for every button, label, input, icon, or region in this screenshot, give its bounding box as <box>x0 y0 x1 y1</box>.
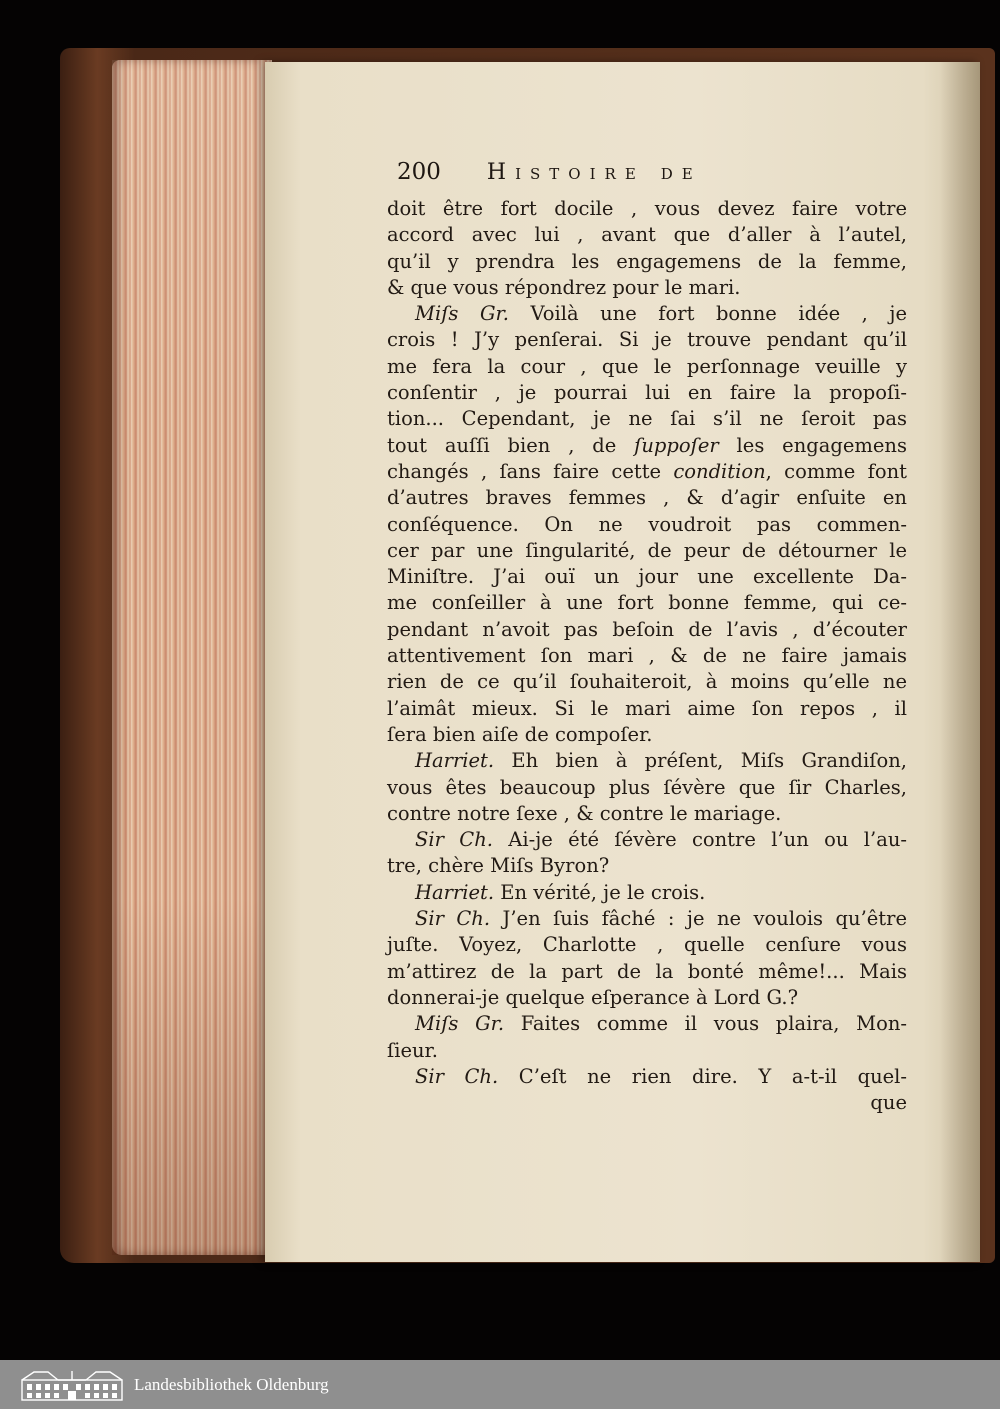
line-text: ſieur. <box>387 1038 438 1062</box>
text-line <box>387 880 907 906</box>
line-text: tre, chère Miſs Byron? <box>387 854 610 878</box>
line-text: juſte. Voyez, Charlotte , quelle cenſure vous <box>387 933 907 957</box>
line-text: tout auſſi bien , de <box>387 433 635 457</box>
text-line <box>387 669 907 695</box>
line-text: En vérité, je le crois. <box>494 880 706 904</box>
speaker-name: Sir Ch. <box>415 1064 499 1088</box>
text-line <box>387 932 907 958</box>
line-text: & que vous répondrez pour le mari. <box>387 275 741 299</box>
text-line <box>387 801 907 827</box>
speaker-name: Harriet. <box>415 749 495 773</box>
line-text: rien de ce qu’il ſouhaiteroit, à moins qu’elle ne <box>387 670 907 694</box>
line-text: d’autres braves femmes , & d’agir enſuite en <box>387 486 907 510</box>
line-text: m’attirez de la part de la bonté même!... Mais <box>387 959 907 983</box>
text-line <box>387 196 907 222</box>
speaker-name: Miſs Gr. <box>415 302 509 326</box>
line-text: crois ! J’y penſerai. Si je trouve pendant qu’il <box>387 328 907 352</box>
text-line <box>387 249 907 275</box>
text-line <box>387 1011 907 1037</box>
line-text: changés , ſans faire cette <box>387 459 674 483</box>
text-line <box>387 696 907 722</box>
text-line <box>387 564 907 590</box>
line-text: me conſeiller à une fort bonne femme, qui ce- <box>387 591 907 615</box>
text-line <box>387 301 907 327</box>
line-text: les engagemens <box>718 433 907 457</box>
speaker-name: ſuppoſer <box>634 433 719 457</box>
text-line <box>387 354 907 380</box>
footer-bar <box>0 1360 1000 1409</box>
line-text: J’en ſuis fâché : je ne voulois qu’être <box>490 907 907 931</box>
text-line <box>387 722 907 748</box>
line-text: C’eſt ne rien dire. Y a-t-il quel- <box>498 1064 908 1088</box>
text-line <box>387 775 907 801</box>
running-title: Histoire de <box>486 160 702 185</box>
line-text: donnerai-je quelque eſperance à Lord G.? <box>387 985 799 1009</box>
text-line <box>387 748 907 774</box>
text-line <box>387 1064 907 1090</box>
text-line <box>387 827 907 853</box>
text-line <box>387 275 907 301</box>
line-text: , comme font <box>765 459 907 483</box>
line-text: Eh bien à préſent, Miſs Grandiſon, <box>494 749 907 773</box>
book-page <box>265 62 980 1262</box>
line-text: doit être fort docile , vous devez faire votre <box>387 197 907 220</box>
line-text: ſera bien aiſe de compoſer. <box>387 722 653 746</box>
speaker-name: Harriet. <box>415 880 495 904</box>
text-line <box>387 617 907 643</box>
line-text: me fera la cour , que le perſonnage veuille y <box>387 354 907 378</box>
line-text: attentivement ſon mari , & de ne faire jamais <box>387 644 907 668</box>
text-line <box>387 433 907 459</box>
text-line <box>387 380 907 406</box>
text-line <box>387 906 907 932</box>
line-text: Miniſtre. J’ai ouï un jour une excellente Da- <box>387 565 907 589</box>
line-text: pendant n’avoit pas beſoin de l’avis , d’écouter <box>387 617 907 641</box>
library-building-icon <box>20 1368 124 1402</box>
text-line <box>387 406 907 432</box>
running-header <box>397 159 807 185</box>
line-text: tion... Cependant, je ne ſai s’il ne ſeroit pas <box>387 407 907 431</box>
line-text: l’aimât mieux. Si le mari aime ſon repos , il <box>387 696 907 720</box>
text-line <box>387 538 907 564</box>
page-edges <box>112 60 272 1255</box>
page-number: 200 <box>397 159 441 185</box>
text-line <box>387 512 907 538</box>
text-line <box>387 643 907 669</box>
text-line <box>387 222 907 248</box>
line-text: conſentir , je pourrai lui en faire la propoſi- <box>387 381 907 405</box>
speaker-name: Miſs Gr. <box>415 1012 505 1036</box>
line-text: que <box>870 1091 907 1115</box>
text-line <box>387 485 907 511</box>
library-name: Landesbibliothek Oldenburg <box>134 1374 329 1394</box>
line-text: Faites comme il vous plaira, Mon- <box>504 1012 907 1036</box>
speaker-name: Sir Ch. <box>415 828 493 852</box>
line-text: qu’il y prendra les engagemens de la femme, <box>387 249 907 273</box>
text-line <box>387 985 907 1011</box>
text-line <box>387 1090 907 1116</box>
text-line <box>387 959 907 985</box>
line-text: Voilà une fort bonne idée , je <box>508 302 907 326</box>
text-line <box>387 459 907 485</box>
line-text: cer par une ſingularité, de peur de détourner le <box>387 538 907 562</box>
line-text: Ai-je été ſévère contre l’un ou l’au- <box>492 828 907 852</box>
gutter-shadow <box>940 62 980 1262</box>
line-text: accord avec lui , avant que d’aller à l’autel, <box>387 223 907 247</box>
text-line <box>387 1038 907 1064</box>
line-text: conſéquence. On ne voudroit pas commen- <box>387 512 907 536</box>
line-text: contre notre ſexe , & contre le mariage. <box>387 801 782 825</box>
text-line <box>387 853 907 879</box>
text-block <box>387 196 907 1116</box>
speaker-name: Sir Ch. <box>415 907 491 931</box>
text-line <box>387 590 907 616</box>
line-text: vous êtes beaucoup plus ſévère que ſir Charles, <box>387 775 907 799</box>
text-line <box>387 327 907 353</box>
speaker-name: condition <box>673 459 766 483</box>
